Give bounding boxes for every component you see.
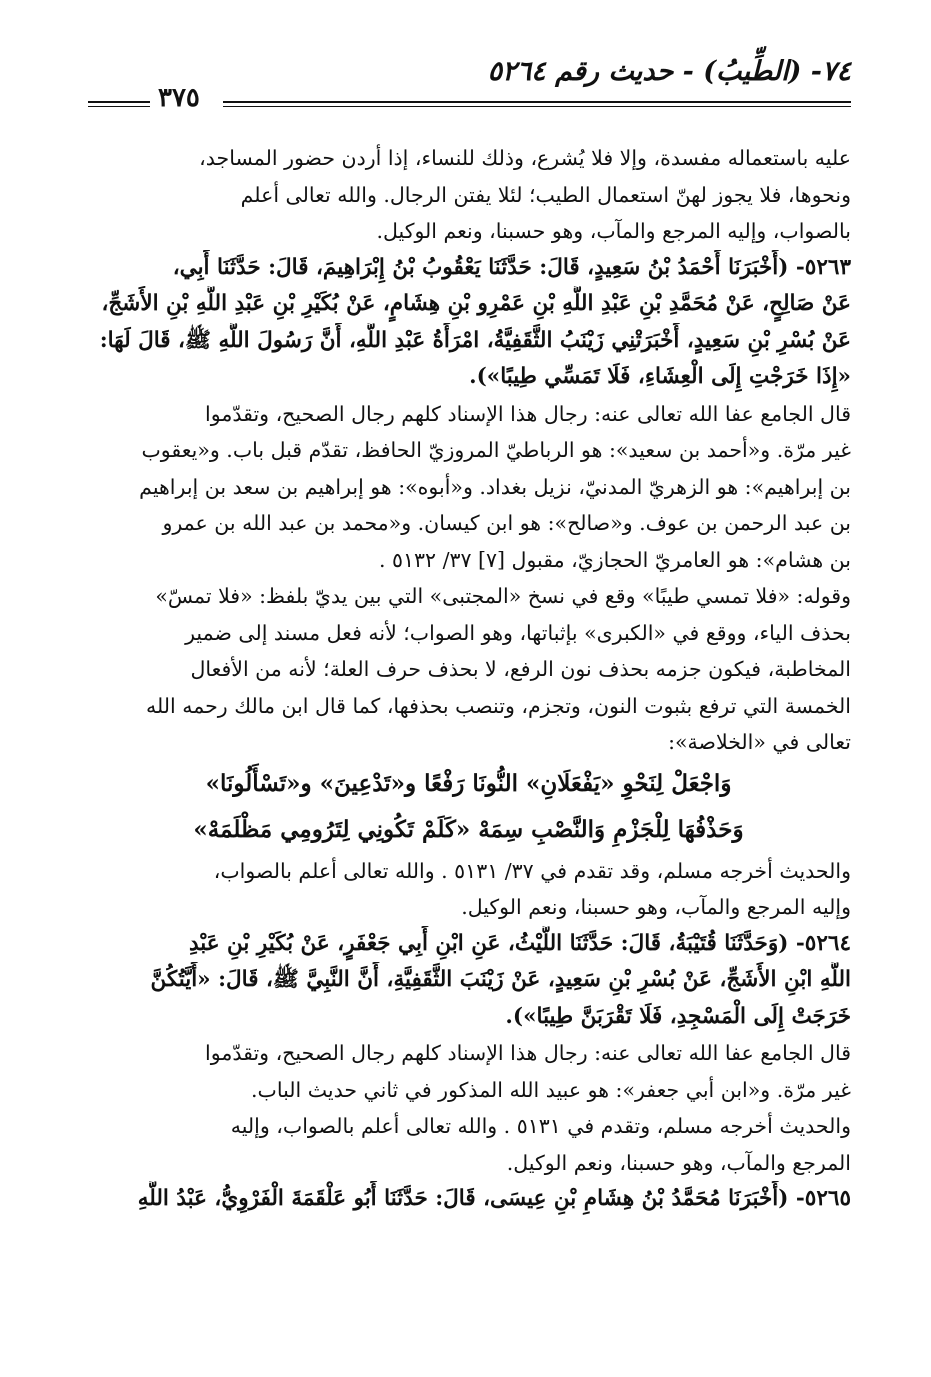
text-line: بن عبد الرحمن بن عوف. و«صالح»: هو ابن كيسان. و«محمد بن عبد الله بن عمرو (162, 511, 851, 535)
hadith-text-line: «إِذَا خَرَجْتِ إِلَى الْعِشَاءِ، فَلَا تَمَسِّي طِيبًا»). (469, 364, 851, 389)
text-line: قال الجامع عفا الله تعالى عنه: رجال هذا الإسناد كلهم رجال الصحيح، وتقدّموا (205, 1041, 851, 1065)
hadith-text-line: ٥٢٦٥- (أَخْبَرَنَا مُحَمَّدُ بْنُ هِشَامِ بْنِ عِيسَى، قَالَ: حَدَّثَنَا أَبُو عَلْقَمَةَ الْفَرْوِيُّ، عَبْدُ اللَّهِ (137, 1186, 851, 1211)
hadith-text-line: اللَّهِ ابْنِ الأَشَجِّ، عَنْ بُسْرِ بْنِ سَعِيدٍ، عَنْ زَيْنَبَ الثَّقَفِيَّةِ، أَنَّ النَّبِيَّ ﷺ، قَالَ: «أَيَّتُكُنَّ (150, 967, 851, 992)
poem-verse: وَاجْعَلْ لِنَحْوِ «يَفْعَلَانِ» النُّونَا رَفْعًا و«تَدْعِينَ» و«تَسْأَلُونَا» (205, 769, 732, 797)
text-line: قال الجامع عفا الله تعالى عنه: رجال هذا الإسناد كلهم رجال الصحيح، وتقدّموا (205, 401, 851, 426)
text-line: بحذف الياء، ووقع في «الكبرى» بإثباتها، وهو الصواب؛ لأنه فعل مسند إلى ضمير (185, 620, 851, 645)
text-line: الخمسة التي ترفع بثبوت النون، وتجزم، وتنصب بحذفها، كما قال ابن مالك رحمه الله (146, 693, 851, 718)
header-title: ٧٤- (الطِّيبُ) - حديث رقم ٥٢٦٤ (487, 56, 851, 87)
text-line: بن هشام»: هو العامريّ الحجازيّ، مقبول [٧] ٣٧/ ٥١٣٢ . (378, 547, 851, 572)
text-line: المخاطبة، فيكون جزمه بحذف نون الرفع، لا بحذف حرف العلة؛ لأنه من الأفعال (190, 657, 851, 681)
text-line: المرجع والمآب، وهو حسبنا، ونعم الوكيل. (506, 1150, 851, 1175)
text-line: بالصواب، وإليه المرجع والمآب، وهو حسبنا، ونعم الوكيل. (376, 219, 851, 243)
text-line: بن إبراهيم»: هو الزهريّ المدنيّ، نزيل بغداد. و«أبوه»: هو إبراهيم بن سعد بن إبراهيم (139, 474, 851, 499)
text-line: عليه باستعماله مفسدة، وإلا فلا يُشرع، وذلك للنساء، إذا أردن حضور المساجد، (199, 146, 851, 170)
text-line: والحديث أخرجه مسلم، وتقدم في ٥١٣١ . والله تعالى أعلم بالصواب، وإليه (230, 1114, 851, 1138)
hadith-text-line: عَنْ بُسْرِ بْنِ سَعِيدٍ، أَخْبَرَتْنِي زَيْنَبُ الثَّقَفِيَّةُ، امْرَأَةُ عَبْدِ اللَّهِ، أَنَّ رَسُولَ اللَّهِ ﷺ، قَالَ لَهَا: (99, 327, 851, 353)
header-rule (223, 101, 851, 107)
hadith-text-line: ٥٢٦٣- (أَخْبَرَنَا أَحْمَدُ بْنُ سَعِيدٍ، قَالَ: حَدَّثَنَا يَعْقُوبُ بْنُ إِبْرَاهِيمَ، قَالَ: حَدَّثَنَا أَبِي، (172, 254, 851, 280)
hadith-text-line: ٥٢٦٤- (وَحَدَّثَنَا قُتَيْبَةُ، قَالَ: حَدَّثَنَا اللَّيْثُ، عَنِ ابْنِ أَبِي جَعْفَرٍ، عَنْ بُكَيْرِ بْنِ عَبْدِ (188, 930, 851, 956)
text-line: وقوله: «فلا تمسي طيبًا» وقع في نسخ «المجتبى» التي بين يديّ بلفظ: «فلا تمسّ» (155, 584, 851, 608)
hadith-text-line: عَنْ صَالِحٍ، عَنْ مُحَمَّدِ بْنِ عَبْدِ اللَّهِ بْنِ عَمْرِو بْنِ هِشَامٍ، عَنْ بُكَيْرِ بْنِ عَبْدِ اللَّهِ بْنِ الأَشَجِّ، (101, 291, 851, 316)
text-line: تعالى في «الخلاصة»: (668, 730, 851, 754)
header-rule-short (88, 101, 150, 107)
hadith-text-line: خَرَجَتْ إِلَى الْمَسْجِدِ، فَلَا تَقْرَبَنَّ طِيبًا»). (505, 1003, 851, 1029)
text-line: غير مرّة. و«أحمد بن سعيد»: هو الرباطيّ المروزيّ الحافظ، تقدّم قبل باب. و«يعقوب (141, 438, 851, 462)
poem-verse: وَحَذْفُهَا لِلْجَزْمِ وَالنَّصْبِ سِمَهْ «كَلَمْ تَكُونِي لِتَرُومِي مَظْلَمَهْ» (193, 815, 744, 843)
text-line: غير مرّة. و«ابن أبي جعفر»: هو عبيد الله المذكور في ثاني حديث الباب. (251, 1077, 851, 1102)
text-line: وإليه المرجع والمآب، وهو حسبنا، ونعم الوكيل. (461, 895, 851, 919)
text-line: ونحوها، فلا يجوز لهنّ استعمال الطيب؛ لئلا يفتن الرجال. والله تعالى أعلم (240, 182, 851, 207)
page-number: ٣٧٥ (158, 83, 200, 113)
text-line: والحديث أخرجه مسلم، وقد تقدم في ٣٧/ ٥١٣١ . والله تعالى أعلم بالصواب، (213, 858, 851, 883)
page-body (86, 140, 851, 1218)
page-header (88, 56, 851, 116)
